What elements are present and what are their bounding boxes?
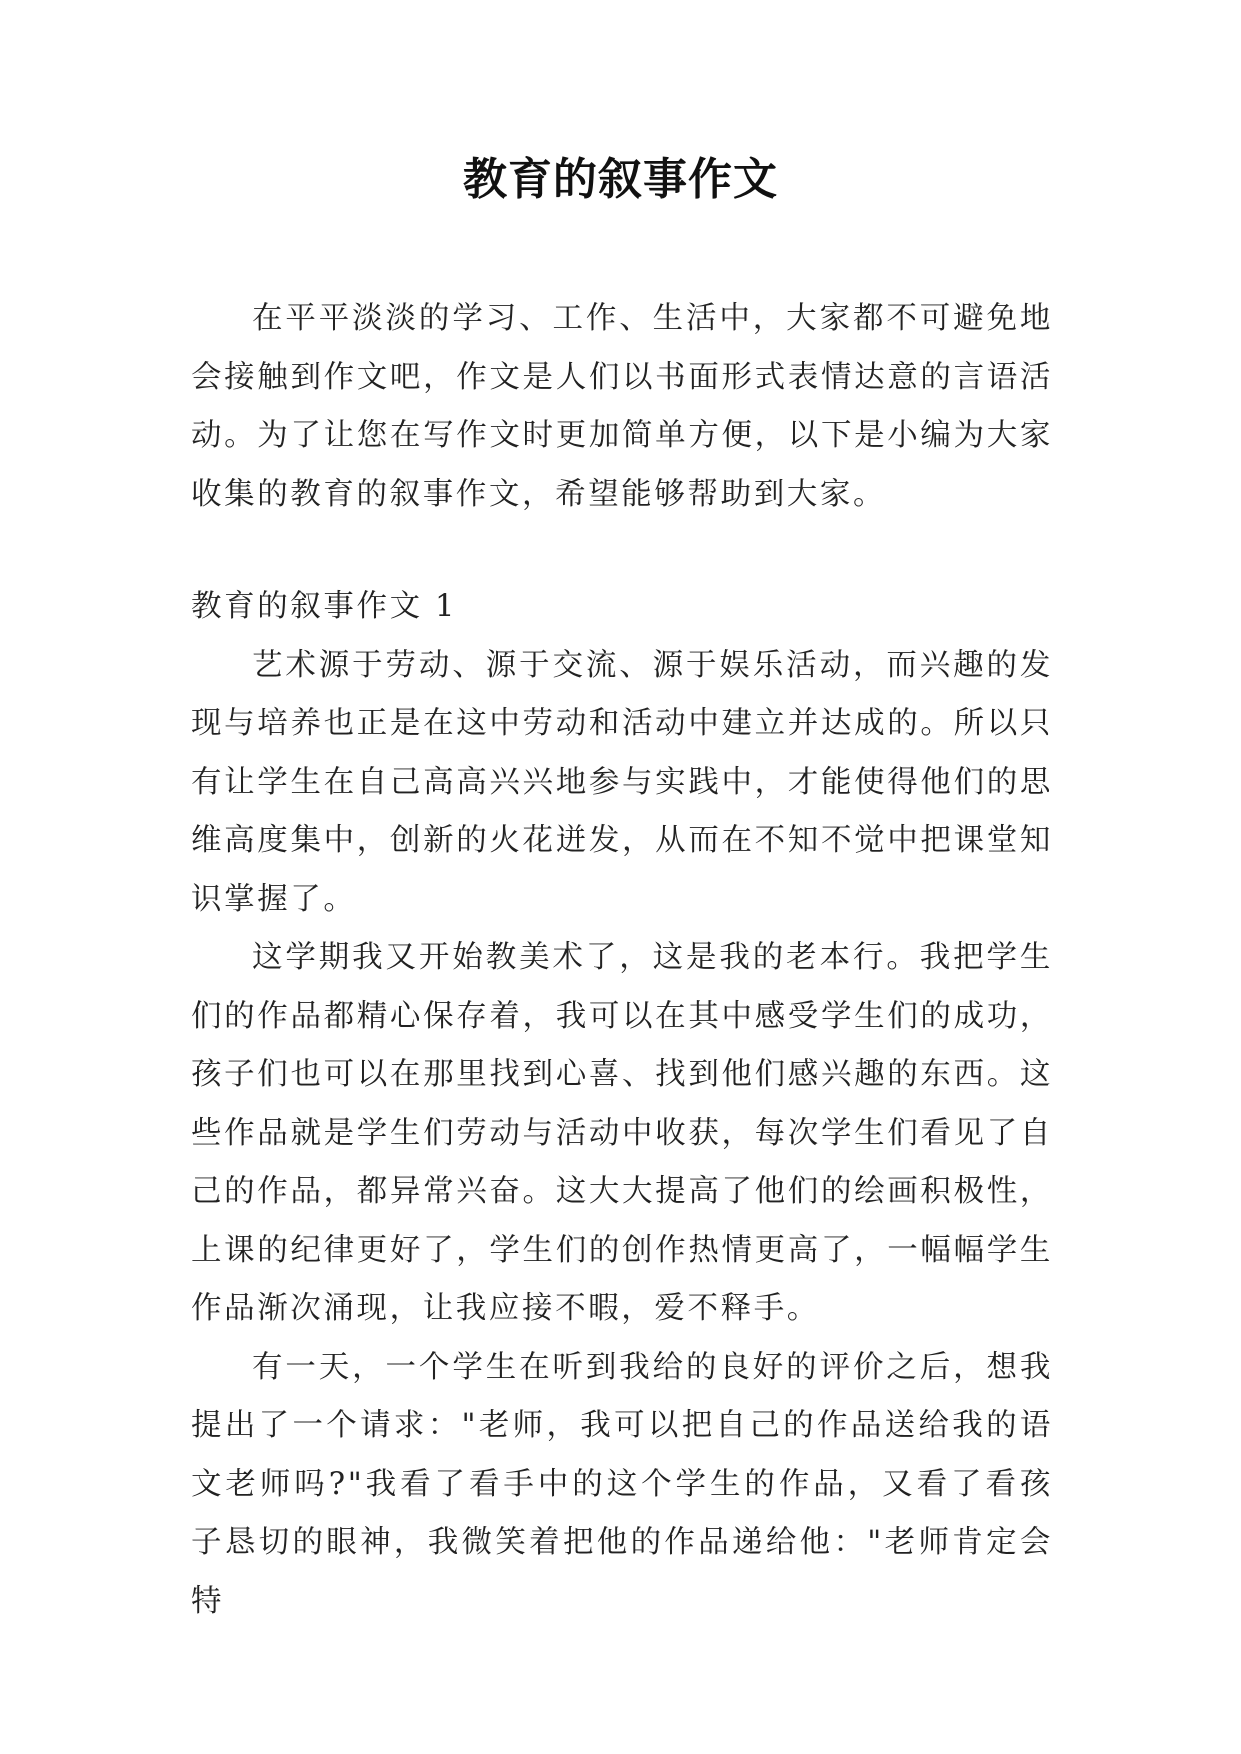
essay-section [191, 578, 1053, 1631]
body-paragraph-2: 这学期我又开始教美术了，这是我的老本行。我把学生们的作品都精心保存着，我可以在其中感受学生们的成功，孩子们也可以在那里找到心喜、找到他们感兴趣的东西。这些作品就是学生们劳动与活动中收获，每次学生们看见了自己的作品，都异常兴奋。这大大提高了他们的绘画积极性，上课的纪律更好了，学生们的创作热情更高了，一幅幅学生作品渐次涌现，让我应接不暇，爱不释手。 [191, 940, 1053, 1326]
intro-block [191, 290, 1053, 524]
intro-paragraph: 在平平淡淡的学习、工作、生活中，大家都不可避免地会接触到作文吧，作文是人们以书面形式表情达意的言语活动。为了让您在写作文时更加简单方便，以下是小编为大家收集的教育的叙事作文，希望能够帮助到大家。 [191, 301, 1053, 512]
section-heading: 教育的叙事作文 1 [191, 589, 457, 624]
body-paragraph-1: 艺术源于劳动、源于交流、源于娱乐活动，而兴趣的发现与培养也正是在这中劳动和活动中建立并达成的。所以只有让学生在自己高高兴兴地参与实践中，才能使得他们的思维高度集中，创新的火花迸发，从而在不知不觉中把课堂知识掌握了。 [191, 647, 1053, 917]
document-title: 教育的叙事作文 [463, 154, 778, 205]
body-paragraph-3: 有一天，一个学生在听到我给的良好的评价之后，想我提出了一个请求："老师，我可以把自己的作品送给我的语文老师吗?"我看了看手中的这个学生的作品，又看了看孩子恳切的眼神，我微笑着把他的作品递给他："老师肯定会特 [191, 1349, 1053, 1619]
